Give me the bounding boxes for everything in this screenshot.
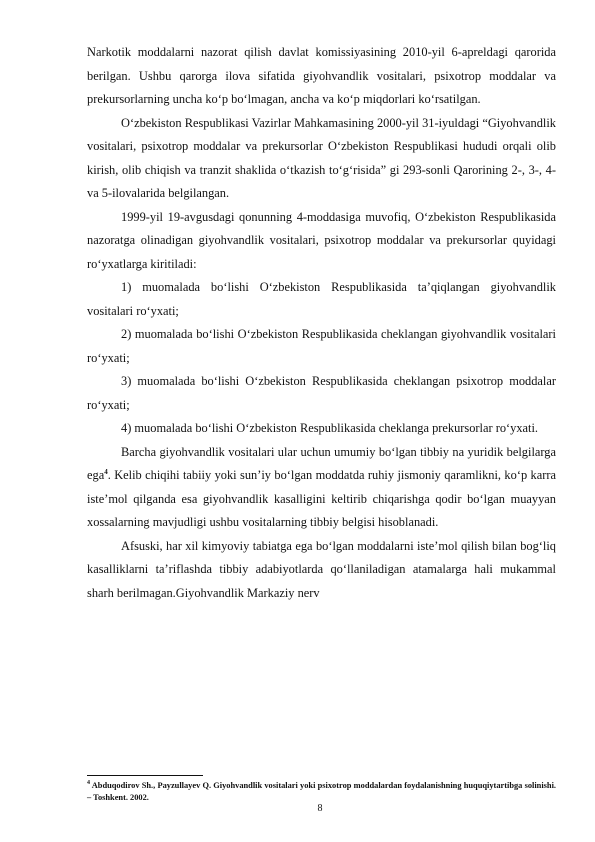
page-number: 8 <box>317 803 323 814</box>
footnote-reference[interactable]: 4 <box>104 467 108 476</box>
paragraph-9: Afsuski, har xil kimyoviy tabiatga ega bo‘lgan moddalarni iste’mol qilish bilan bog‘liq kasalliklarni ta’riflashda tibbiy adabiyotlarda qo‘llaniladigan atamalarga hali mukammal sharh berilmagan.Giyohvandlik Markaziy nerv <box>87 538 556 600</box>
body-text <box>87 41 556 605</box>
paragraph-3: 1999-yil 19-avgusdagi qonunning 4-moddasiga muvofiq, O‘zbekiston Respublikasida nazoratga olinadigan giyohvandlik vositalari, psixotrop moddalar va prekursorlar quyidagi ro‘yxatlarga kiritiladi: <box>87 209 556 271</box>
footnote-number: 4 <box>87 780 90 787</box>
footnote <box>87 780 556 804</box>
paragraph-8-before: Barcha giyohvandlik vositalari ular uchun umumiy bo‘lgan tibbiy na yuridik belgilarga ega <box>87 444 556 482</box>
paragraph-2: O‘zbekiston Respublikasi Vazirlar Mahkamasining 2000-yil 31-iyuldagi “Giyohvandlik vositalari, psixotrop moddalar va prekursorlar O‘zbekiston Respublikasi hududi orqali olib kirish, olib chiqish va tranzit shaklida o‘tkazish to‘g‘risida” gi 293-sonli Qarorining 2-, 3-, 4- va 5-ilovalarida belgilangan. <box>87 115 556 200</box>
list-item-4: 4) muomalada bo‘lishi O‘zbekiston Respublikasida cheklanga prekursorlar ro‘yxati. <box>121 421 539 435</box>
paragraph-8-after: . Kelib chiqihi tabiiy yoki sun’iy bo‘lgan moddatda ruhiy jismoniy qaramlikni, ko‘p karra iste’mol qilganda esa giyohvandlik kasalligini keltirib chiqarishga qodir bo‘lgan muayyan xossalarning mavjudligi ushbu vositalarning tibbiy belgisi hisoblanadi. <box>87 468 556 529</box>
list-item-3: 3) muomalada bo‘lishi O‘zbekiston Respublikasida cheklangan psixotrop moddalar ro‘yxati; <box>87 374 556 412</box>
footnote-text: Abduqodirov Sh., Payzullayev Q. Giyohvandlik vositalari yoki psixotrop moddalardan foydalanishning huquqiytartibga solinishi. – Toshkent. 2002. <box>87 781 556 802</box>
list-item-2: 2) muomalada bo‘lishi O‘zbekiston Respublikasida cheklangan giyohvandlik vositalari ro‘yxati; <box>87 327 556 365</box>
list-item-1: 1) muomalada bo‘lishi O‘zbekiston Respublikasida ta’qiqlangan giyohvandlik vositalari ro‘yxati; <box>87 280 556 318</box>
paragraph-1: Narkotik moddalarni nazorat qilish davlat komissiyasining 2010-yil 6-apreldagi qarorida berilgan. Ushbu qarorga ilova sifatida giyohvandlik vositalari, psixotrop moddalar va prekursorlarning uncha ko‘p bo‘lmagan, ancha va ko‘p miqdorlari ko‘rsatilgan. <box>87 45 556 106</box>
paragraph-8 <box>87 441 556 535</box>
footnote-divider <box>87 775 203 776</box>
